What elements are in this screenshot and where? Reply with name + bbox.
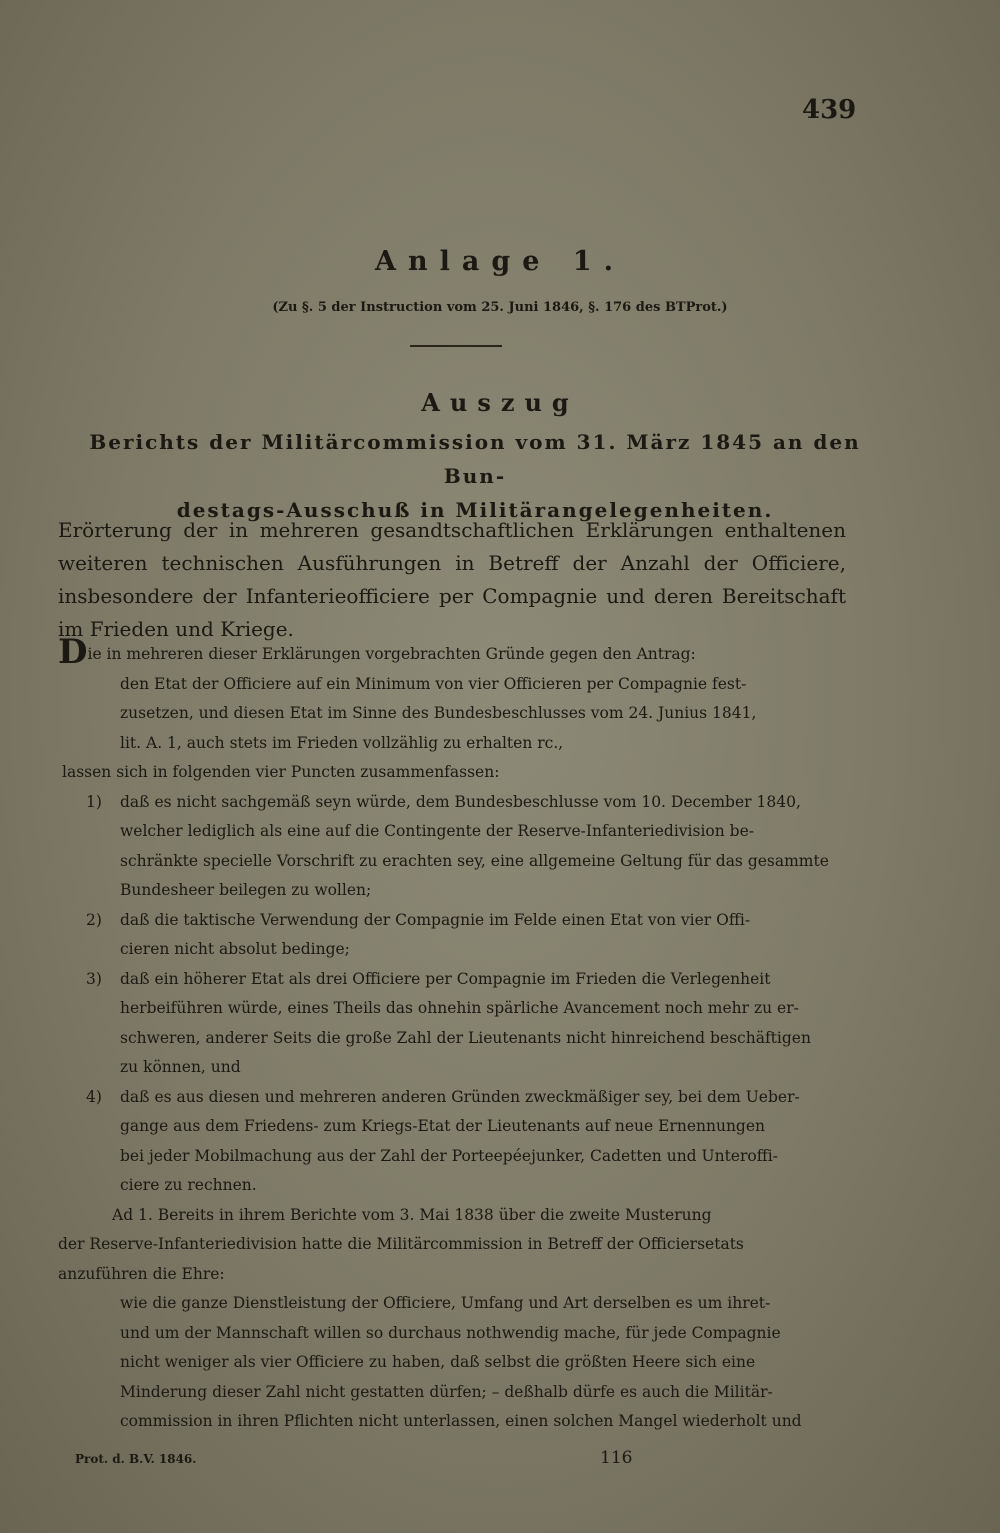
quote-line: zusetzen, und diesen Etat im Sinne des Bundesbeschlusses vom 24. Junius 1841,: [120, 704, 757, 722]
point-line: gange aus dem Friedens- zum Kriegs-Etat der Lieutenants auf neue Ernennungen: [120, 1117, 765, 1135]
excerpt-title: Auszug: [421, 388, 579, 417]
point-line: zu können, und: [120, 1058, 241, 1076]
ad-quote-line: Minderung dieser Zahl nicht gestatten dürfen; – deßhalb dürfe es auch die Militär-: [120, 1382, 773, 1401]
quote-line: den Etat der Officiere auf ein Minimum von vier Officieren per Compagnie fest-: [120, 674, 747, 693]
subtitle: [60, 425, 890, 527]
heading: Anlage 1.: [375, 246, 625, 277]
ad-quote-line: wie die ganze Dienstleistung der Officiere, Umfang und Art derselben es um ihret-: [120, 1294, 771, 1312]
ad-line: der Reserve-Infanteriedivision hatte die Militärcommission in Betreff der Officiersetats: [58, 1235, 744, 1253]
point-3: 3) daß ein höherer Etat als drei Officiere per Compagnie im Frieden die Verlegenheit: [86, 969, 771, 988]
ad-quote-line: und um der Mannschaft willen so durchaus nothwendig mache, für jede Compagnie: [120, 1323, 781, 1342]
point-line: welcher lediglich als eine auf die Contingente der Reserve-Infanteriedivision be-: [120, 822, 754, 840]
point-line: schränkte specielle Vorschrift zu erachten sey, eine allgemeine Geltung für das gesammte: [120, 851, 829, 870]
point-line: cieren nicht absolut bedinge;: [120, 940, 350, 958]
divider: [410, 345, 502, 347]
reference-note: (Zu §. 5 der Instruction vom 25. Juni 1846, §. 176 des BTProt.): [272, 300, 728, 315]
point-line: bei jeder Mobilmachung aus der Zahl der Porteepéejunker, Cadetten und Unteroffi-: [120, 1146, 778, 1165]
point-1: 1) daß es nicht sachgemäß seyn würde, dem Bundesbeschlusse vom 10. December 1840,: [86, 792, 801, 811]
ad-line: Ad 1. Bereits in ihrem Berichte vom 3. Mai 1838 über die zweite Musterung: [112, 1205, 712, 1224]
body-text: [58, 632, 858, 1437]
ad-quote-line: commission in ihren Pflichten nicht unterlassen, einen solchen Mangel wiederholt und: [120, 1412, 802, 1430]
ad-quote-line: nicht weniger als vier Officiere zu haben, daß selbst die größten Heere sich eine: [120, 1353, 756, 1371]
point-line: schweren, anderer Seits die große Zahl der Lieutenants nicht hinreichend beschäftigen: [120, 1028, 811, 1047]
intro-paragraph: Erörterung der in mehreren gesandtschaftlichen Erklärungen enthaltenen weiteren technischen Ausführungen in Betreff der Anzahl der Officiere, insbesondere der Infanterieofficiere per Compagnie und deren Bereitschaft im Frieden und Kriege.: [58, 518, 846, 641]
quote-line: lit. A. 1, auch stets im Frieden vollzählig zu erhalten rc.,: [120, 733, 564, 752]
point-line: herbeiführen würde, eines Theils das ohnehin spärliche Avancement noch mehr zu er-: [120, 999, 799, 1017]
point-line: Bundesheer beilegen zu wollen;: [120, 881, 372, 899]
footer-sheet-number: 116: [600, 1448, 633, 1468]
first-line: Die in mehreren dieser Erklärungen vorgebrachten Gründe gegen den Antrag:: [58, 632, 696, 672]
point-4: 4) daß es aus diesen und mehreren anderen Gründen zweckmäßiger sey, bei dem Ueber-: [86, 1087, 800, 1106]
footer-signature: Prot. d. B.V. 1846.: [75, 1452, 197, 1466]
ad-line: anzuführen die Ehre:: [58, 1264, 225, 1283]
lead-line: lassen sich in folgenden vier Puncten zusammenfassen:: [62, 763, 500, 781]
point-2: 2) daß die taktische Verwendung der Compagnie im Felde einen Etat von vier Offi-: [86, 910, 751, 929]
subtitle-line: destags-Ausschuß in Militärangelegenheiten.: [176, 498, 774, 522]
point-line: ciere zu rechnen.: [120, 1176, 257, 1194]
page-number: 439: [802, 95, 857, 125]
drop-cap: D: [58, 632, 88, 672]
subtitle-line: Berichts der Militärcommission vom 31. März 1845 an den Bun-: [89, 430, 861, 488]
